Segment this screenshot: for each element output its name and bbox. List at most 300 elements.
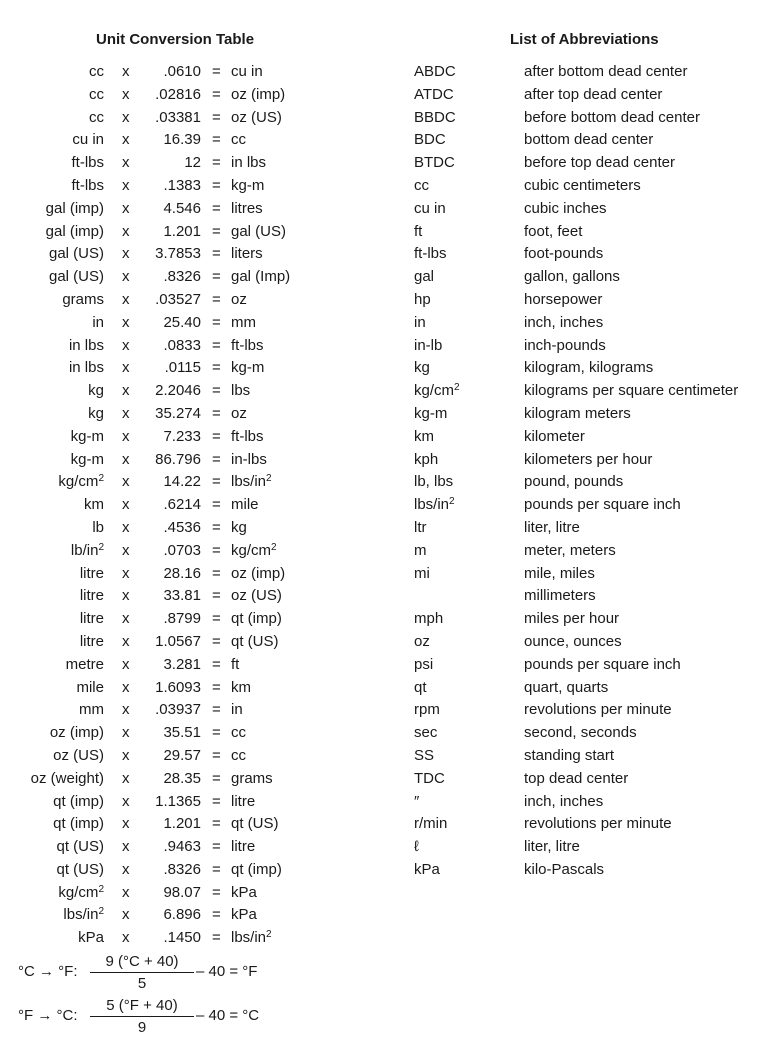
abbreviation-definition-text: ounce, ounces bbox=[524, 632, 622, 650]
multiply-sign-text: x bbox=[122, 610, 130, 628]
conversion-factor-text: 3.281 bbox=[163, 655, 201, 673]
multiply-sign bbox=[122, 882, 130, 905]
abbreviation-text: gal bbox=[414, 268, 435, 286]
equals-sign-text: = bbox=[212, 518, 221, 536]
abbreviation-text: ft bbox=[414, 222, 423, 240]
abbreviation bbox=[414, 768, 445, 791]
abbreviation-definition bbox=[524, 791, 603, 814]
conversion-factor-text: 1.201 bbox=[163, 222, 201, 240]
from-unit-text: mm bbox=[79, 701, 104, 719]
abbreviation-text: ″ bbox=[414, 792, 420, 810]
multiply-sign-text: x bbox=[122, 222, 130, 240]
conversion-factor-text: 2.2046 bbox=[155, 382, 201, 400]
from-unit-text: lbs/in bbox=[63, 906, 99, 924]
abbreviation-definition-text: mile, miles bbox=[524, 564, 595, 582]
from-unit bbox=[63, 904, 104, 927]
to-unit-text: in lbs bbox=[231, 154, 267, 172]
conversion-factor-text: .0703 bbox=[163, 541, 201, 559]
abbreviation-definition bbox=[524, 745, 614, 768]
abbreviations-table bbox=[0, 61, 768, 882]
abbreviation bbox=[414, 198, 446, 221]
formula-fraction bbox=[90, 952, 194, 995]
abbreviation-definition-text: second, seconds bbox=[524, 724, 637, 742]
to-unit-text: qt (imp) bbox=[231, 860, 282, 878]
from-unit-superscript: 2 bbox=[98, 541, 104, 553]
conversion-factor-text: 1.6093 bbox=[155, 678, 201, 696]
equals-sign-text: = bbox=[212, 336, 221, 354]
abbreviation-definition bbox=[524, 494, 681, 517]
abbreviation-row bbox=[0, 836, 768, 859]
equals-sign-text: = bbox=[212, 883, 221, 901]
abbreviation bbox=[414, 266, 434, 289]
abbreviation bbox=[414, 221, 422, 244]
conversion-factor-text: .02816 bbox=[155, 85, 201, 103]
from-unit-text: oz (weight) bbox=[30, 769, 104, 787]
abbreviation-text: ltr bbox=[414, 518, 427, 536]
abbreviation-row bbox=[0, 722, 768, 745]
to-unit-text: litre bbox=[231, 792, 256, 810]
abbreviation bbox=[414, 449, 438, 472]
conversion-factor-text: 33.81 bbox=[163, 587, 201, 605]
from-unit-text: kg bbox=[88, 404, 104, 422]
abbreviation-text: ℓ bbox=[414, 838, 419, 856]
abbreviation bbox=[414, 813, 447, 836]
abbreviation-row bbox=[0, 654, 768, 677]
conversion-factor-text: 3.7853 bbox=[155, 245, 201, 263]
conversion-factor-text: .0115 bbox=[164, 359, 201, 377]
abbreviation-definition bbox=[524, 768, 628, 791]
abbreviation-text: km bbox=[414, 427, 434, 445]
from-unit-text: in lbs bbox=[68, 359, 104, 377]
abbreviation bbox=[414, 608, 443, 631]
from-unit-text: qt (imp) bbox=[53, 815, 104, 833]
abbreviation-definition-text: liter, litre bbox=[524, 838, 580, 856]
abbreviation-text: BDC bbox=[414, 131, 446, 149]
abbreviation-definition bbox=[524, 677, 608, 700]
to-unit-text: liters bbox=[231, 245, 263, 263]
equals-sign-text: = bbox=[212, 746, 221, 764]
from-unit-text: kg/cm bbox=[58, 883, 99, 901]
conversion-factor bbox=[163, 927, 201, 950]
conversion-row bbox=[0, 882, 330, 905]
abbreviation-definition-text: kilogram, kilograms bbox=[524, 359, 654, 377]
multiply-sign-text: x bbox=[122, 883, 130, 901]
to-unit-text: ft-lbs bbox=[231, 427, 264, 445]
to-unit-text: oz bbox=[231, 290, 247, 308]
abbreviation-text: TDC bbox=[414, 769, 445, 787]
abbreviations-title: List of Abbreviations bbox=[510, 31, 659, 48]
abbreviation-definition-text: revolutions per minute bbox=[524, 701, 672, 719]
equals-sign-text: = bbox=[212, 313, 221, 331]
abbreviation-definition-text: horsepower bbox=[524, 290, 603, 308]
from-unit-text: qt (US) bbox=[56, 838, 104, 856]
abbreviation-text: qt bbox=[414, 678, 427, 696]
multiply-sign-text: x bbox=[122, 245, 130, 263]
multiply-sign bbox=[122, 904, 130, 927]
abbreviation-row bbox=[0, 631, 768, 654]
multiply-sign-text: x bbox=[122, 176, 130, 194]
abbreviation-text: oz bbox=[414, 632, 430, 650]
abbreviation bbox=[414, 722, 437, 745]
abbreviation-text: lbs/in bbox=[414, 496, 450, 514]
formula-tail: – 40 = °C bbox=[196, 1007, 260, 1024]
abbreviation-definition-text: before top dead center bbox=[524, 154, 675, 172]
abbreviation-text: psi bbox=[414, 655, 434, 673]
to-unit-text: grams bbox=[231, 769, 273, 787]
abbreviation bbox=[414, 129, 446, 152]
from-unit-text: oz (US) bbox=[53, 746, 104, 764]
abbreviation-definition-text: after bottom dead center bbox=[524, 63, 688, 80]
conversion-factor-text: .8326 bbox=[163, 860, 201, 878]
abbreviation-row bbox=[0, 494, 768, 517]
from-unit-text: ft-lbs bbox=[71, 176, 104, 194]
conversion-factor bbox=[163, 904, 201, 927]
conversion-factor-text: 12 bbox=[184, 154, 201, 172]
abbreviation-text: mi bbox=[414, 564, 430, 582]
multiply-sign-text: x bbox=[122, 404, 130, 422]
from-unit-text: kg-m bbox=[70, 427, 104, 445]
abbreviation-definition bbox=[524, 266, 620, 289]
formula-numerator: 9 (°C + 40) bbox=[90, 952, 194, 973]
abbreviation-text: in bbox=[414, 313, 426, 331]
abbreviation-row bbox=[0, 813, 768, 836]
to-unit-text: km bbox=[231, 678, 251, 696]
abbreviation-definition-text: revolutions per minute bbox=[524, 815, 672, 833]
conversion-factor-text: .1450 bbox=[163, 929, 201, 947]
abbreviation-text: kph bbox=[414, 450, 439, 468]
abbreviation-text: sec bbox=[414, 724, 438, 742]
conversion-factor-text: 25.40 bbox=[163, 313, 201, 331]
multiply-sign-text: x bbox=[122, 313, 130, 331]
conversion-factor-text: 29.57 bbox=[163, 746, 201, 764]
abbreviation-text: BTDC bbox=[414, 154, 455, 172]
abbreviation-row bbox=[0, 289, 768, 312]
abbreviation-row bbox=[0, 517, 768, 540]
abbreviation bbox=[414, 836, 419, 859]
abbreviation-definition bbox=[524, 243, 603, 266]
abbreviation bbox=[414, 631, 430, 654]
equals-sign-text: = bbox=[212, 359, 221, 377]
equals-sign-text: = bbox=[212, 199, 221, 217]
abbreviation-definition-text: kilometers per hour bbox=[524, 450, 653, 468]
abbreviation-definition-text: pounds per square inch bbox=[524, 496, 681, 514]
formula-tail: – 40 = °F bbox=[196, 963, 258, 980]
from-unit-text: km bbox=[84, 496, 104, 514]
conversion-row bbox=[0, 927, 330, 950]
equals-sign-text: = bbox=[212, 655, 221, 673]
conversion-factor-text: 4.546 bbox=[163, 199, 201, 217]
abbreviation bbox=[414, 654, 433, 677]
equals-sign-text: = bbox=[212, 769, 221, 787]
abbreviation-definition bbox=[524, 471, 623, 494]
conversion-factor-text: 1.201 bbox=[163, 815, 201, 833]
to-unit-superscript: 2 bbox=[271, 541, 277, 553]
abbreviation bbox=[414, 859, 440, 882]
to-unit-text: in-lbs bbox=[231, 450, 267, 468]
abbreviation-definition bbox=[524, 403, 631, 426]
equals-sign-text: = bbox=[212, 587, 221, 605]
from-unit-superscript: 2 bbox=[98, 473, 104, 485]
from-unit-text: mile bbox=[76, 678, 104, 696]
multiply-sign-text: x bbox=[122, 450, 130, 468]
conversion-factor-text: 35.51 bbox=[163, 724, 201, 742]
abbreviation-definition-text: pound, pounds bbox=[524, 473, 624, 491]
abbreviation-definition-text: standing start bbox=[524, 746, 615, 764]
conversion-factor-text: .03381 bbox=[155, 108, 201, 126]
abbreviation-definition-text: before bottom dead center bbox=[524, 108, 700, 126]
formula-label: °F → °C: bbox=[18, 1007, 78, 1024]
abbreviation-row bbox=[0, 221, 768, 244]
to-unit-text: in bbox=[231, 701, 243, 719]
from-unit bbox=[78, 927, 104, 950]
conversion-factor-text: 14.22 bbox=[163, 473, 201, 491]
abbreviation bbox=[414, 107, 456, 130]
formula-denominator: 5 bbox=[137, 975, 147, 992]
abbreviation-definition bbox=[524, 859, 604, 882]
from-unit-text: litre bbox=[79, 587, 104, 605]
to-unit-text: lbs/in bbox=[231, 473, 267, 491]
multiply-sign-text: x bbox=[122, 746, 130, 764]
abbreviation-definition bbox=[524, 699, 672, 722]
abbreviation-definition bbox=[524, 608, 619, 631]
abbreviation-text: rpm bbox=[414, 701, 440, 719]
abbreviation-definition-text: cubic inches bbox=[524, 199, 607, 217]
abbreviation-text: in-lb bbox=[414, 336, 443, 354]
multiply-sign-text: x bbox=[122, 678, 130, 696]
abbreviation-definition bbox=[524, 312, 603, 335]
abbreviation-superscript: 2 bbox=[454, 382, 460, 394]
conversion-factor-text: 1.1365 bbox=[155, 792, 201, 810]
equals-sign-text: = bbox=[212, 906, 221, 924]
from-unit-text: in lbs bbox=[68, 336, 104, 354]
multiply-sign-text: x bbox=[122, 290, 130, 308]
multiply-sign-text: x bbox=[122, 701, 130, 719]
abbreviation-definition-text: cubic centimeters bbox=[524, 176, 641, 194]
from-unit-text: gal (US) bbox=[48, 268, 104, 286]
abbreviation-text: lb, lbs bbox=[414, 473, 454, 491]
equals-sign bbox=[212, 927, 221, 950]
abbreviation-row bbox=[0, 152, 768, 175]
multiply-sign-text: x bbox=[122, 359, 130, 377]
abbreviation-definition bbox=[524, 654, 681, 677]
abbreviation-text: hp bbox=[414, 290, 431, 308]
to-unit-text: gal (US) bbox=[231, 222, 287, 240]
equals-sign-text: = bbox=[212, 85, 221, 103]
abbreviation-definition-text: inch, inches bbox=[524, 792, 604, 810]
equals-sign-text: = bbox=[212, 108, 221, 126]
to-unit-text: kg/cm bbox=[231, 541, 272, 559]
abbreviation bbox=[414, 335, 442, 358]
multiply-sign-text: x bbox=[122, 131, 130, 149]
to-unit-text: ft bbox=[231, 655, 240, 673]
formula-numerator: 5 (°F + 40) bbox=[90, 996, 194, 1017]
abbreviation-definition bbox=[524, 61, 687, 84]
abbreviation-text: mph bbox=[414, 610, 444, 628]
equals-sign-text: = bbox=[212, 701, 221, 719]
conversion-factor-text: .8326 bbox=[163, 268, 201, 286]
abbreviation-definition bbox=[524, 836, 580, 859]
abbreviation-definition bbox=[524, 289, 602, 312]
conversion-factor-text: .1383 bbox=[163, 176, 201, 194]
equals-sign-text: = bbox=[212, 222, 221, 240]
abbreviation bbox=[414, 243, 447, 266]
abbreviation-definition-text: top dead center bbox=[524, 769, 629, 787]
abbreviation-text: kg-m bbox=[414, 404, 448, 422]
abbreviation-row bbox=[0, 175, 768, 198]
from-unit-superscript: 2 bbox=[98, 883, 104, 895]
abbreviation-row bbox=[0, 61, 768, 84]
abbreviation-text: ft-lbs bbox=[414, 245, 447, 263]
equals-sign-text: = bbox=[212, 724, 221, 742]
abbreviation-definition bbox=[524, 449, 652, 472]
from-unit bbox=[58, 882, 104, 905]
conversion-factor-text: .03937 bbox=[155, 701, 201, 719]
abbreviation bbox=[414, 517, 427, 540]
from-unit-text: lb bbox=[92, 518, 104, 536]
abbreviation bbox=[414, 357, 430, 380]
abbreviation-text: ATDC bbox=[414, 85, 454, 103]
equals-sign bbox=[212, 904, 221, 927]
conversion-factor-text: .03527 bbox=[155, 290, 201, 308]
abbreviation-text: cu in bbox=[414, 199, 446, 217]
abbreviation-text: r/min bbox=[414, 815, 448, 833]
abbreviation-definition-text: kilograms per square centimeter bbox=[524, 382, 739, 400]
abbreviation-text: kPa bbox=[414, 860, 440, 878]
multiply-sign-text: x bbox=[122, 655, 130, 673]
multiply-sign-text: x bbox=[122, 929, 130, 947]
abbreviation-definition-text: foot-pounds bbox=[524, 245, 604, 263]
abbreviation-definition-text: kilogram meters bbox=[524, 404, 631, 422]
multiply-sign-text: x bbox=[122, 564, 130, 582]
from-unit-text: gal (imp) bbox=[45, 222, 104, 240]
abbreviation-row bbox=[0, 84, 768, 107]
abbreviation-definition-text: kilo-Pascals bbox=[524, 860, 605, 878]
equals-sign-text: = bbox=[212, 838, 221, 856]
multiply-sign-text: x bbox=[122, 199, 130, 217]
to-unit-text: litre bbox=[231, 838, 256, 856]
abbreviation-text: kg bbox=[414, 359, 430, 377]
abbreviation bbox=[414, 677, 427, 700]
abbreviation-row bbox=[0, 699, 768, 722]
abbreviation-definition-text: after top dead center bbox=[524, 85, 663, 103]
abbreviation bbox=[414, 152, 455, 175]
to-unit-text: kg bbox=[231, 518, 247, 536]
multiply-sign-text: x bbox=[122, 518, 130, 536]
from-unit-text: gal (imp) bbox=[45, 199, 104, 217]
to-unit-text: kPa bbox=[231, 883, 257, 901]
abbreviation-definition bbox=[524, 84, 662, 107]
multiply-sign-text: x bbox=[122, 860, 130, 878]
conversion-factor-text: .8799 bbox=[163, 610, 201, 628]
abbreviation-row bbox=[0, 449, 768, 472]
abbreviation-definition-text: pounds per square inch bbox=[524, 655, 681, 673]
to-unit-text: kPa bbox=[231, 906, 257, 924]
from-unit-text: cc bbox=[89, 85, 104, 103]
abbreviation bbox=[414, 61, 456, 84]
abbreviation-definition bbox=[524, 540, 616, 563]
abbreviation-definition bbox=[524, 631, 622, 654]
to-unit-text: kg-m bbox=[231, 176, 265, 194]
conversion-factor-text: 28.16 bbox=[163, 564, 201, 582]
equals-sign-text: = bbox=[212, 792, 221, 810]
equals-sign-text: = bbox=[212, 176, 221, 194]
abbreviation-definition bbox=[524, 221, 582, 244]
multiply-sign-text: x bbox=[122, 85, 130, 103]
abbreviation-definition bbox=[524, 563, 595, 586]
multiply-sign-text: x bbox=[122, 154, 130, 172]
abbreviation-row bbox=[0, 403, 768, 426]
conversion-factor bbox=[163, 882, 201, 905]
abbreviation-definition-text: liter, litre bbox=[524, 518, 580, 536]
to-unit-text: oz (imp) bbox=[231, 564, 286, 582]
multiply-sign-text: x bbox=[122, 427, 130, 445]
multiply-sign-text: x bbox=[122, 108, 130, 126]
multiply-sign-text: x bbox=[122, 792, 130, 810]
abbreviation-row bbox=[0, 380, 768, 403]
equals-sign-text: = bbox=[212, 496, 221, 514]
abbreviation-text: BBDC bbox=[414, 108, 456, 126]
abbreviation-text: SS bbox=[414, 746, 435, 764]
equals-sign-text: = bbox=[212, 268, 221, 286]
abbreviation-row bbox=[0, 312, 768, 335]
to-unit-text: oz (US) bbox=[231, 587, 282, 605]
to-unit-text: oz (imp) bbox=[231, 85, 286, 103]
from-unit-superscript: 2 bbox=[98, 906, 104, 918]
to-unit-text: lbs bbox=[231, 382, 251, 400]
abbreviation-row bbox=[0, 243, 768, 266]
abbreviation-definition bbox=[524, 380, 738, 403]
abbreviation-row bbox=[0, 198, 768, 221]
abbreviation bbox=[414, 312, 426, 335]
from-unit-text: cc bbox=[89, 63, 104, 80]
equals-sign-text: = bbox=[212, 131, 221, 149]
formula-denominator: 9 bbox=[137, 1019, 147, 1036]
abbreviation-definition-text: inch-pounds bbox=[524, 336, 606, 354]
abbreviation bbox=[414, 699, 440, 722]
from-unit-text: cu in bbox=[72, 131, 104, 149]
multiply-sign-text: x bbox=[122, 906, 130, 924]
from-unit-text: metre bbox=[65, 655, 104, 673]
to-unit-text: ft-lbs bbox=[231, 336, 264, 354]
abbreviation bbox=[414, 84, 454, 107]
equals-sign-text: = bbox=[212, 154, 221, 172]
multiply-sign-text: x bbox=[122, 724, 130, 742]
multiply-sign-text: x bbox=[122, 587, 130, 605]
abbreviation-row bbox=[0, 791, 768, 814]
abbreviation-definition-text: miles per hour bbox=[524, 610, 620, 628]
to-unit-text: mile bbox=[231, 496, 259, 514]
equals-sign-text: = bbox=[212, 450, 221, 468]
from-unit-text: litre bbox=[79, 610, 104, 628]
abbreviation-definition bbox=[524, 129, 653, 152]
multiply-sign-text: x bbox=[122, 496, 130, 514]
conversion-factor-text: .0833 bbox=[163, 336, 201, 354]
conversion-table-title: Unit Conversion Table bbox=[96, 31, 255, 48]
multiply-sign-text: x bbox=[122, 382, 130, 400]
equals-sign-text: = bbox=[212, 63, 221, 80]
abbreviation-text: cc bbox=[414, 176, 429, 194]
to-unit-text: qt (US) bbox=[231, 632, 279, 650]
conversion-factor-text: 7.233 bbox=[163, 427, 201, 445]
from-unit-text: kg-m bbox=[70, 450, 104, 468]
abbreviation bbox=[414, 426, 434, 449]
multiply-sign-text: x bbox=[122, 769, 130, 787]
abbreviation-row bbox=[0, 585, 768, 608]
equals-sign-text: = bbox=[212, 541, 221, 559]
abbreviation bbox=[414, 540, 427, 563]
abbreviation bbox=[414, 745, 434, 768]
multiply-sign-text: x bbox=[122, 63, 130, 80]
